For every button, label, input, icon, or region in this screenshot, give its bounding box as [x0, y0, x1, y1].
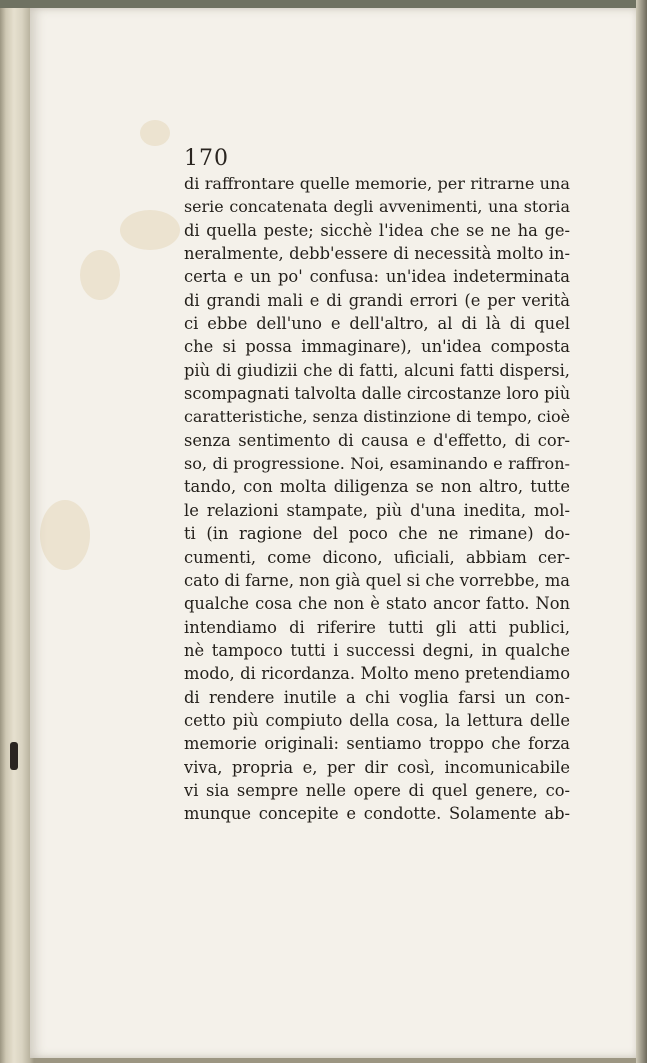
text-line: so, di progressione. Noi, esaminando e raffron- [184, 454, 570, 474]
text-line: che si possa immaginare), un'idea composta [184, 337, 570, 357]
text-line: le relazioni stampate, più d'una inedita, mol- [184, 500, 570, 520]
page-edge [636, 0, 647, 1063]
binding-mark [10, 742, 18, 770]
text-line: neralmente, debb'essere di necessità molto in- [184, 244, 570, 264]
text-line: intendiamo di riferire tutti gli atti publici, [184, 617, 570, 637]
paper-stain [120, 210, 180, 250]
text-line: di raffrontare quelle memorie, per ritrarne una [184, 174, 570, 193]
text-line: viva, propria e, per dir così, incomunicabile [184, 757, 570, 777]
paper-stain [140, 120, 170, 146]
text-line: cumenti, come dicono, uficiali, abbiam cer- [184, 547, 570, 567]
page-number: 170 [184, 146, 229, 171]
text-line: più di giudizii che di fatti, alcuni fatti dispersi, [184, 360, 570, 380]
text-line: modo, di ricordanza. Molto meno pretendiamo [184, 664, 570, 684]
paper-stain [40, 500, 90, 570]
text-line: vi sia sempre nelle opere di quel genere, co- [184, 780, 570, 800]
paper-stain [80, 250, 120, 300]
text-line: caratteristiche, senza distinzione di tempo, cioè [184, 407, 570, 427]
text-line: di quella peste; sicchè l'idea che se ne ha ge- [184, 220, 570, 240]
text-line: munque concepite e condotte. Solamente ab- [184, 804, 570, 824]
text-line: nè tampoco tutti i successi degni, in qualche [184, 640, 570, 660]
text-line: memorie originali: sentiamo troppo che forza [184, 734, 570, 754]
text-line: tando, con molta diligenza se non altro, tutte [184, 477, 570, 497]
text-line: qualche cosa che non è stato ancor fatto. Non [184, 594, 570, 614]
text-line: certa e un po' confusa: un'idea indeterminata [184, 267, 570, 287]
text-line: di rendere inutile a chi voglia farsi un con- [184, 687, 570, 707]
text-line: ti (in ragione del poco che ne rimane) do- [184, 524, 570, 544]
text-line: serie concatenata degli avvenimenti, una storia [184, 197, 570, 217]
text-line: cetto più compiuto della cosa, la lettura delle [184, 710, 570, 730]
text-line: cato di farne, non già quel si che vorrebbe, ma [184, 570, 570, 590]
text-line: ci ebbe dell'uno e dell'altro, al di là di quel [184, 314, 570, 334]
body-text [184, 172, 570, 826]
text-line: scompagnati talvolta dalle circostanze loro più [184, 384, 570, 404]
text-line: senza sentimento di causa e d'effetto, di cor- [184, 430, 570, 450]
scan-top-border [0, 0, 647, 8]
text-line: di grandi mali e di grandi errori (e per verità [184, 290, 570, 310]
